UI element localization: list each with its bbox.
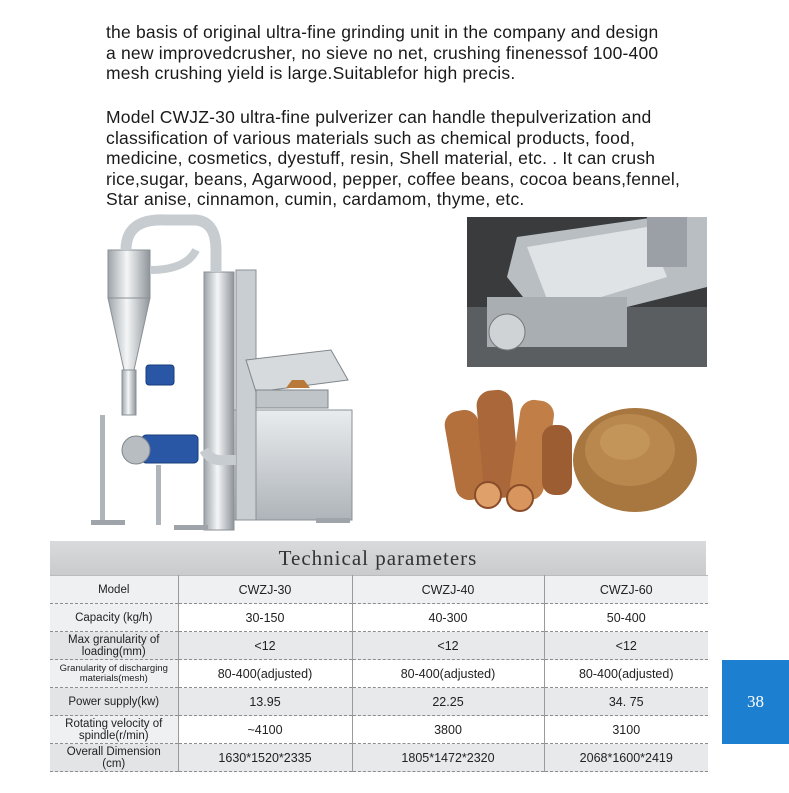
intro-paragraph-2 <box>106 107 680 210</box>
intro-line: classification of various materials such as chemical products, food, <box>106 127 636 148</box>
table-cell: ~4100 <box>178 716 352 744</box>
row-label <box>50 716 178 744</box>
intro-line: mesh crushing yield is large.Suitablefor high precis. <box>106 63 516 83</box>
table-cell: <12 <box>178 632 352 660</box>
row-label <box>50 632 178 660</box>
label-text: (cm) <box>102 757 126 770</box>
table-cell: 80-400(adjusted) <box>352 660 544 688</box>
label-text: Rotating velocity of <box>65 717 163 730</box>
label-text: spindle(r/min) <box>78 729 149 742</box>
table-cell: 22.25 <box>352 688 544 716</box>
header-cell: Model <box>50 576 178 604</box>
header-cell: CWZJ-60 <box>544 576 708 604</box>
label-text: Capacity (kg/h) <box>75 611 153 624</box>
table-cell: 2068*1600*2419 <box>544 744 708 772</box>
intro-line: medicine, cosmetics, dyestuff, resin, Shell material, etc. . It can crush <box>106 148 656 168</box>
table-row <box>50 660 708 688</box>
table-row <box>50 688 708 716</box>
label-text: materials(mesh) <box>79 672 148 684</box>
label-text: Granularity of discharging <box>59 662 168 674</box>
label-text: loading(mm) <box>81 645 146 658</box>
table-cell: <12 <box>544 632 708 660</box>
table-row <box>50 744 708 772</box>
table-cell: 1630*1520*2335 <box>178 744 352 772</box>
table-cell: 50-400 <box>544 604 708 632</box>
table-title: Technical parameters <box>50 541 706 575</box>
table-cell: 80-400(adjusted) <box>544 660 708 688</box>
cinnamon-powder-photo <box>430 370 710 520</box>
label-text: Max granularity of <box>68 633 160 646</box>
row-label <box>50 688 178 716</box>
intro-line: rice,sugar, beans, Agarwood, pepper, coffee beans, cocoa beans,fennel, <box>106 168 681 189</box>
label-text: Overall Dimension <box>66 745 161 758</box>
header-cell: CWZJ-30 <box>178 576 352 604</box>
table-header-row <box>50 576 708 604</box>
intro-line: Model CWJZ-30 ultra-fine pulverizer can handle thepulverization and <box>106 107 652 127</box>
technical-parameters-table <box>50 575 708 772</box>
row-label <box>50 744 178 772</box>
table-cell: 3100 <box>544 716 708 744</box>
table-cell: 13.95 <box>178 688 352 716</box>
label-text: Power supply(kw) <box>68 695 160 708</box>
header-cell: CWZJ-40 <box>352 576 544 604</box>
table-cell: 34. 75 <box>544 688 708 716</box>
intro-paragraph-1 <box>106 22 658 84</box>
table-cell: 3800 <box>352 716 544 744</box>
row-label <box>50 604 178 632</box>
table-row <box>50 632 708 660</box>
table-cell: 80-400(adjusted) <box>178 660 352 688</box>
pulverizer-machine-image <box>86 210 371 545</box>
intro-line: the basis of original ultra-fine grinding unit in the company and design <box>106 22 659 42</box>
table-cell: 30-150 <box>178 604 352 632</box>
table-row <box>50 604 708 632</box>
intro-line: Star anise, cinnamon, cumin, cardamom, thyme, etc. <box>106 189 525 209</box>
row-label <box>50 660 178 688</box>
table-cell: 40-300 <box>352 604 544 632</box>
intro-line: a new improvedcrusher, no sieve no net, crushing finenessof 100-400 <box>106 42 659 63</box>
table-cell: <12 <box>352 632 544 660</box>
table-row <box>50 716 708 744</box>
grinder-closeup-photo <box>467 217 707 367</box>
table-cell: 1805*1472*2320 <box>352 744 544 772</box>
page-number-badge: 38 <box>722 660 789 744</box>
